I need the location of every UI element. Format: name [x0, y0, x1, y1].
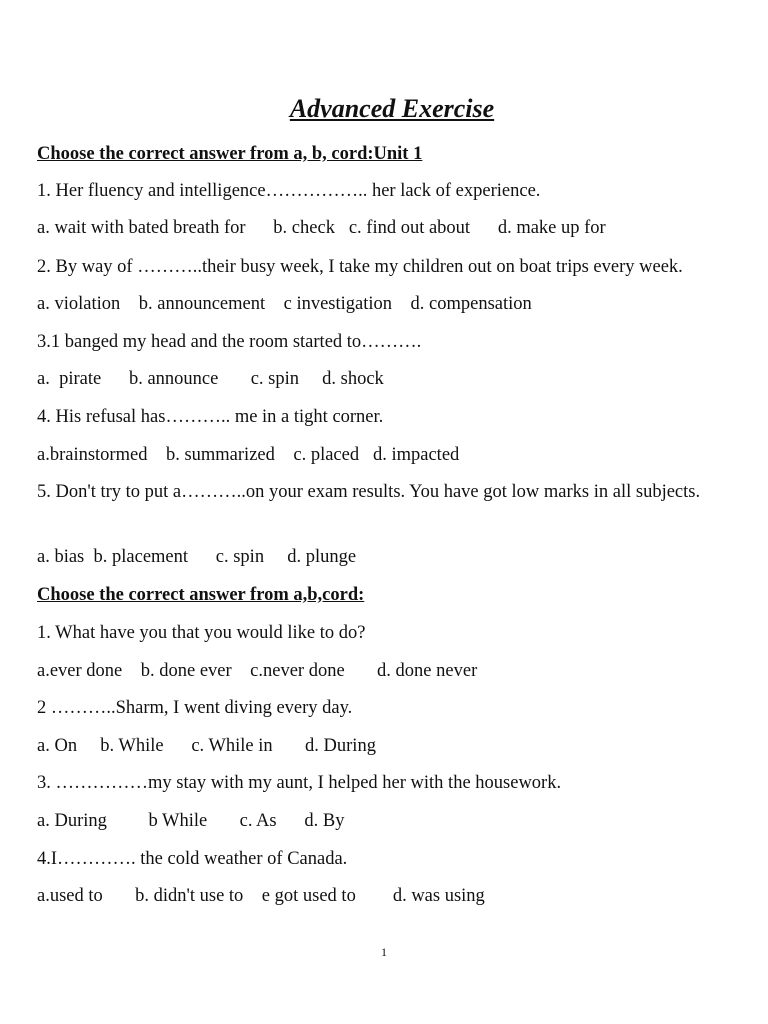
- section1-heading: Choose the correct answer from a, b, cord:Unit 1: [37, 144, 423, 164]
- section1-question-5: 5. Don't try to put a………..on your exam results. You have got low marks in all subjects.: [37, 482, 701, 502]
- section2-question-3: 3. ……………my stay with my aunt, I helped her with the housework.: [37, 773, 562, 793]
- section1-question-1-options: a. wait with bated breath for b. check c. find out about d. make up for: [37, 218, 606, 238]
- section2-question-1-options: a.ever done b. done ever c.never done d. done never: [37, 661, 478, 681]
- section2-question-2-options: a. On b. While c. While in d. During: [37, 736, 376, 756]
- section1-question-3: 3.1 banged my head and the room started to……….: [37, 332, 422, 352]
- section2-question-1: 1. What have you that you would like to do?: [37, 623, 366, 643]
- section2-question-4-options: a.used to b. didn't use to e got used to d. was using: [37, 886, 485, 906]
- page-title: Advanced Exercise: [289, 94, 495, 123]
- section2-question-2: 2 ………..Sharm, I went diving every day.: [37, 698, 353, 718]
- section1-question-2: 2. By way of ………..their busy week, I take my children out on boat trips every week.: [37, 257, 683, 277]
- section1-question-5-options: a. bias b. placement c. spin d. plunge: [37, 547, 357, 567]
- section1-question-4-options: a.brainstormed b. summarized c. placed d. impacted: [37, 445, 460, 465]
- section2-question-3-options: a. During b While c. As d. By: [37, 811, 345, 831]
- page-number: 1: [381, 945, 387, 959]
- section1-question-2-options: a. violation b. announcement c investigation d. compensation: [37, 294, 532, 314]
- section2-heading: Choose the correct answer from a,b,cord:: [37, 585, 365, 605]
- section1-question-4: 4. His refusal has……….. me in a tight corner.: [37, 407, 384, 427]
- section1-question-1: 1. Her fluency and intelligence…………….. her lack of experience.: [37, 181, 541, 201]
- section1-question-3-options: a. pirate b. announce c. spin d. shock: [37, 369, 384, 389]
- section2-question-4: 4.I…………. the cold weather of Canada.: [37, 849, 348, 869]
